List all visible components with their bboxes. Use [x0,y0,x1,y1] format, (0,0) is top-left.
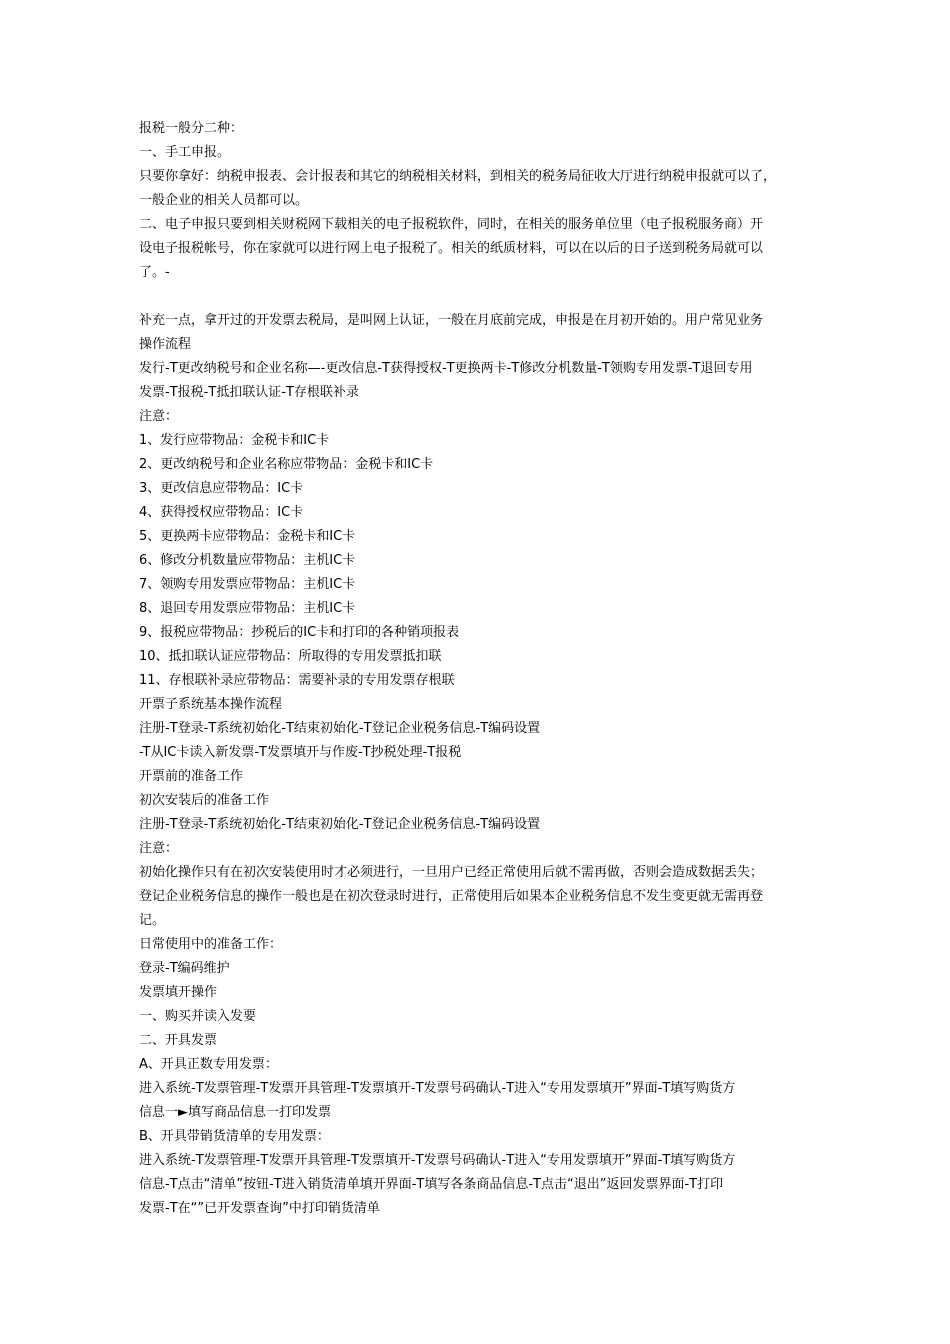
heading-invoice-issuing: 发票填开操作 [139,985,218,1000]
list-item: 2、更改纳税号和企业名称应带物品：金税卡和IC卡 [139,457,434,472]
list-item: 3、更改信息应带物品：IC卡 [139,481,304,496]
paragraph-line: 记。 [139,913,166,928]
list-item: 1、发行应带物品：金税卡和IC卡 [139,433,330,448]
section-manual-filing: 一、手工申报。 [139,145,231,160]
flow-line: -T从IC卡读入新发票-T发票填开与作废-T抄税处理-T报税 [139,745,462,760]
heading-invoice-subsystem: 开票子系统基本操作流程 [139,697,283,712]
flow-line: 发票-T在“”已开发票查询”中打印销货清单 [139,1201,380,1216]
heading-daily-preparation: 日常使用中的准备工作： [139,937,283,952]
note-label: 注意： [139,841,179,856]
list-item: 4、获得授权应带物品：IC卡 [139,505,304,520]
flow-line: 发票-T报税-T抵扣联认证-T存根联补录 [139,385,359,400]
paragraph-line: 设电子报税帐号，你在家就可以进行网上电子报税了。相关的纸质材料，可以在以后的日子送到税务局就可以 [139,241,764,256]
flow-line: 登录-T编码维护 [139,961,230,976]
list-item: 6、修改分机数量应带物品：主机IC卡 [139,553,356,568]
paragraph-line: 了。- [139,265,170,280]
paragraph-line: 登记企业税务信息的操作一般也是在初次登录时进行，正常使用后如果本企业税务信息不发生变更就无需再登 [139,889,764,904]
heading-operation-flow: 操作流程 [139,337,192,352]
section-electronic-filing: 二、电子申报只要到相关财税网下载相关的电子报税软件，同时，在相关的服务单位里（电子报税服务商）开 [139,217,764,232]
paragraph-line: 补充一点，拿开过的开发票去税局，是叫网上认证，一般在月底前完成，申报是在月初开始的。用户常见业务 [139,313,764,328]
subheading: B、开具带销货清单的专用发票： [139,1129,330,1144]
heading-preparation: 开票前的准备工作 [139,769,244,784]
flow-line: 进入系统-T发票管理-T发票开具管理-T发票填开-T发票号码确认-T进入“专用发票填开”界面-T填写购货方 [139,1081,736,1096]
flow-line: 发行-T更改纳税号和企业名称—-更改信息-T获得授权-T更换两卡-T修改分机数量-T领购专用发票-T退回专用 [139,361,753,376]
subheading: A、开具正数专用发票： [139,1057,278,1072]
list-item: 7、领购专用发票应带物品：主机IC卡 [139,577,356,592]
flow-line: 进入系统-T发票管理-T发票开具管理-T发票填开-T发票号码确认-T进入“专用发票填开”界面-T填写购货方 [139,1153,736,1168]
list-item: 5、更换两卡应带物品：金税卡和IC卡 [139,529,356,544]
note-label: 注意： [139,409,179,424]
blank-line [139,285,819,309]
flow-line: 注册-T登录-T系统初始化-T结束初始化-T登记企业税务信息-T编码设置 [139,817,541,832]
paragraph-line: 初始化操作只有在初次安装使用时才必须进行，一旦用户已经正常使用后就不需再做，否则会造成数据丢失； [139,865,764,880]
list-item: 11、存根联补录应带物品：需要补录的专用发票存根联 [139,673,455,688]
list-item: 一、购买并读入发要 [139,1009,257,1024]
flow-line: 信息-T点击“清单”按钮-T进入销货清单填开界面-T填写各条商品信息-T点击“退出”返回发票界面-T打印 [139,1177,724,1192]
list-item: 二、开具发票 [139,1033,218,1048]
list-item: 10、抵扣联认证应带物品：所取得的专用发票抵扣联 [139,649,442,664]
flow-line: 信息一►填写商品信息一打印发票 [139,1105,331,1120]
paragraph-line: 只要你拿好：纳税申报表、会计报表和其它的纳税相关材料，到相关的税务局征收大厅进行纳税申报就可以了， [139,169,777,184]
paragraph-line: 一般企业的相关人员都可以。 [139,193,309,208]
list-item: 8、退回专用发票应带物品：主机IC卡 [139,601,356,616]
list-item: 9、报税应带物品：抄税后的IC卡和打印的各种销项报表 [139,625,460,640]
heading-initial-install: 初次安装后的准备工作 [139,793,270,808]
heading-tax-filing-types: 报税一般分二种： [139,121,244,136]
document-page [139,117,819,1221]
flow-line: 注册-T登录-T系统初始化-T结束初始化-T登记企业税务信息-T编码设置 [139,721,541,736]
